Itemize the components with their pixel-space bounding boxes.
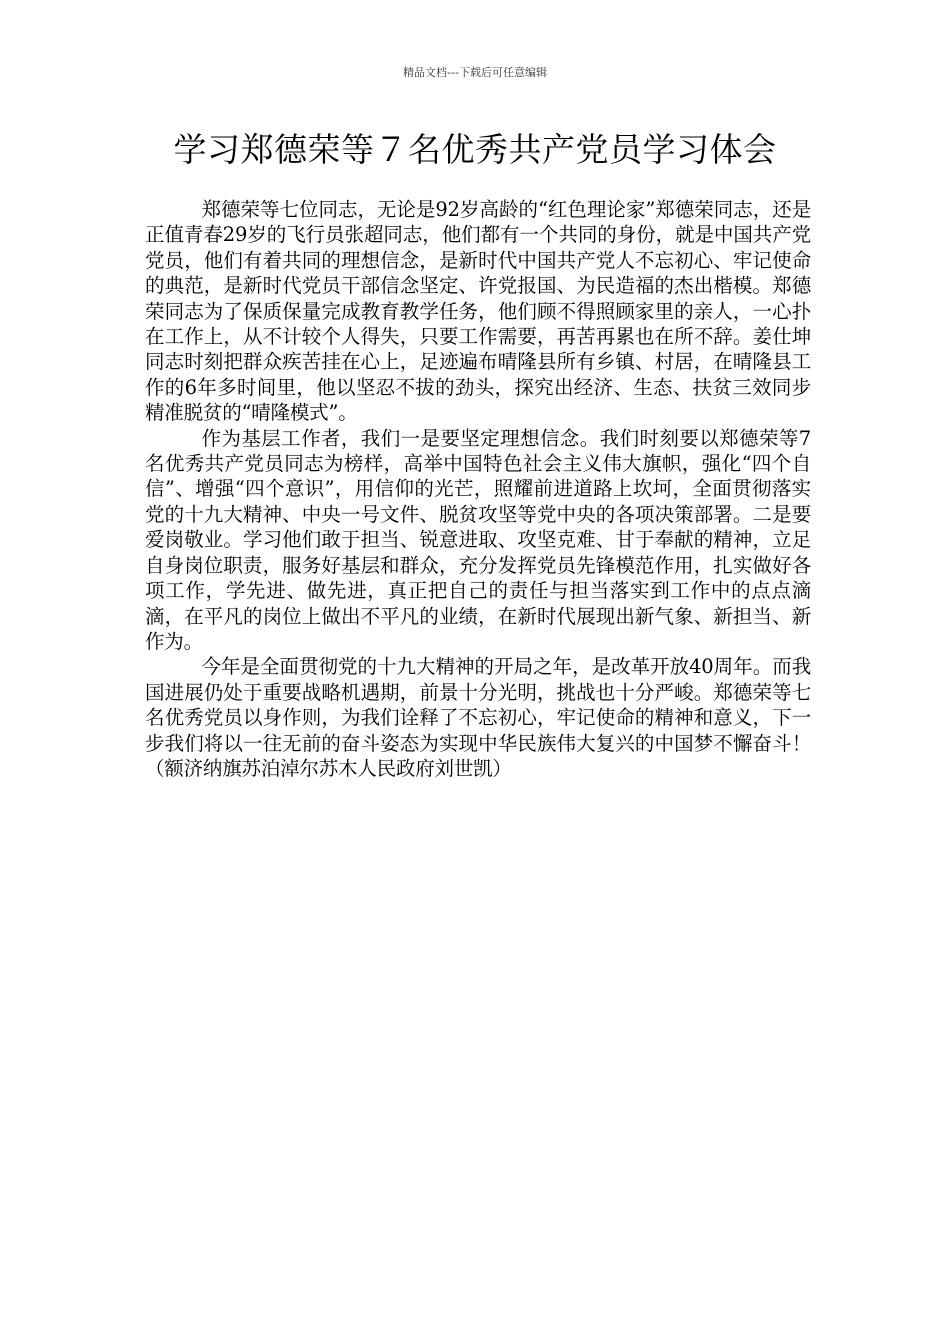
paragraph-1: 郑德荣等七位同志，无论是92岁高龄的“红色理论家”郑德荣同志，还是正值青春29岁的飞行员张超同志，他们都有一个共同的身份，就是中国共产党党员，他们有着共同的理想信念，是新时代中国共产党人不忘初心、牢记使命的典范，是新时代党员干部信念坚定、许党报国、为民造福的杰出楷模。郑德荣同志为了保质保量完成教育教学任务，他们顾不得照顾家里的亲人，一心扑在工作上，从不计较个人得失，只要工作需要，再苦再累也在所不辞。姜仕坤同志时刻把群众疾苦挂在心上，足迹遍布晴隆县所有乡镇、村居，在晴隆县工作的6年多时间里，他以坚忍不拔的劲头，探究出经济、生态、扶贫三效同步精准脱贫的“晴隆模式”。: [145, 198, 811, 425]
document-title: 学习郑德荣等７名优秀共产党员学习体会: [173, 130, 777, 169]
paragraph-2: 作为基层工作者，我们一是要坚定理想信念。我们时刻要以郑德荣等7名优秀共产党员同志为榜样，高举中国特色社会主义伟大旗帜，强化“四个自信”、增强“四个意识”，用信仰的光芒，照耀前进道路上坎坷，全面贯彻落实党的十九大精神、中央一号文件、脱贫攻坚等党中央的各项决策部署。二是要爱岗敬业。学习他们敢于担当、锐意进取、攻坚克难、甘于奉献的精神，立足自身岗位职责，服务好基层和群众，充分发挥党员先锋模范作用，扎实做好各项工作，学先进、做先进，真正把自己的责任与担当落实到工作中的点点滴滴，在平凡的岗位上做出不平凡的业绩，在新时代展现出新气象、新担当、新作为。: [145, 426, 811, 653]
header-note: 精品文档---下载后可任意编辑: [403, 66, 547, 79]
paragraph-3: 今年是全面贯彻党的十九大精神的开局之年，是改革开放40周年。而我国进展仍处于重要战略机遇期，前景十分光明，挑战也十分严峻。郑德荣等七名优秀党员以身作则，为我们诠释了不忘初心，牢记使命的精神和意义，下一步我们将以一往无前的奋斗姿态为实现中华民族伟大复兴的中国梦不懈奋斗！（额济纳旗苏泊淖尔苏木人民政府刘世凯）: [145, 655, 811, 780]
document-body: [145, 197, 811, 781]
